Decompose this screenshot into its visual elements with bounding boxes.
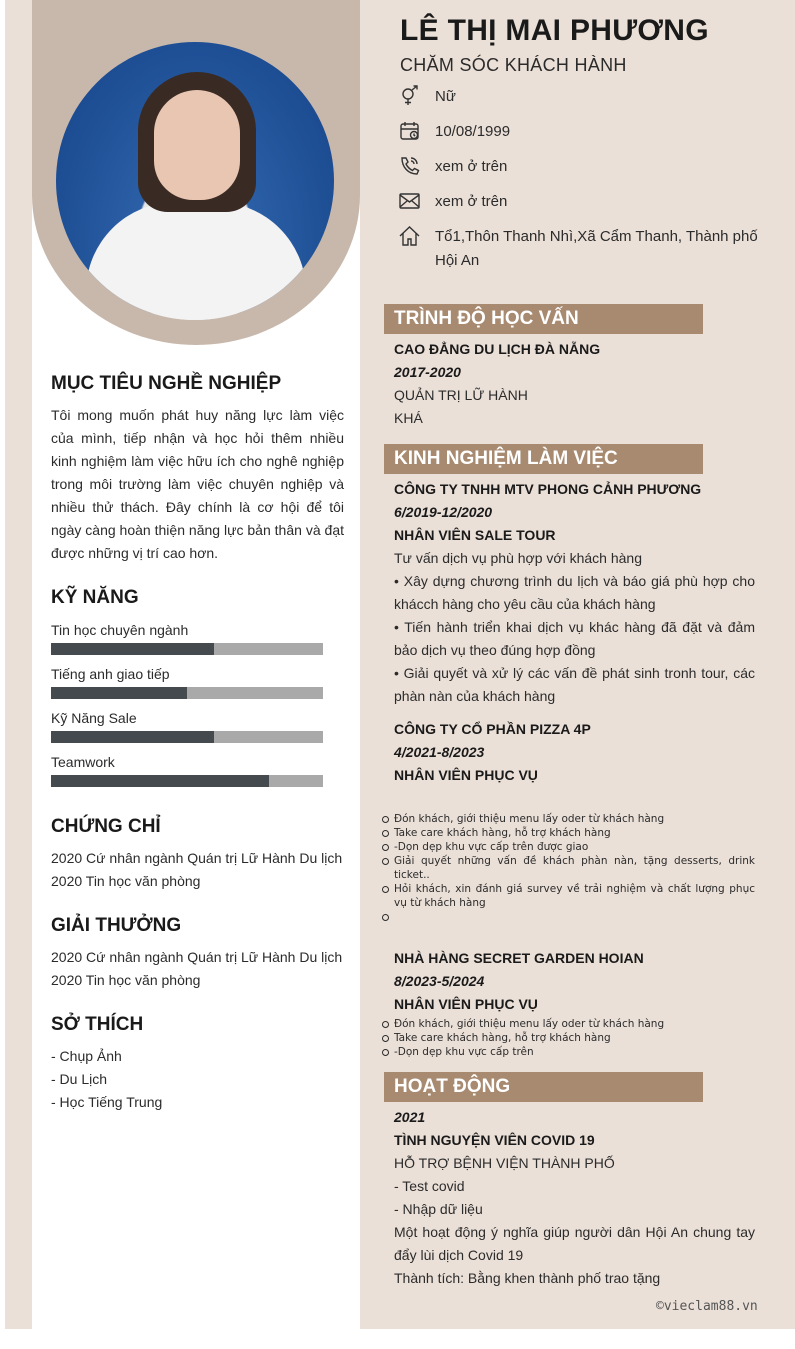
calendar-icon (398, 120, 422, 142)
experience-heading: KINH NGHIỆM LÀM VIỆC (384, 444, 703, 474)
education-grade: KHÁ (394, 410, 423, 426)
watermark: ©vieclam88.vn (656, 1299, 758, 1314)
mail-icon (398, 190, 422, 212)
job-duty-item: -Dọn dẹp khu vực cấp trên (394, 1045, 755, 1059)
job-duty-list (394, 1017, 755, 1059)
education-heading: TRÌNH ĐỘ HỌC VẤN (384, 304, 703, 334)
skill-bar (51, 643, 323, 655)
skill-label: Tiếng anh giao tiếp (51, 666, 170, 682)
job-duty: • Tiến hành triển khai dịch vụ khác hàng đã đặt và đảm bảo dịch vụ theo đúng hợp đồng (394, 619, 755, 658)
hobby-item: - Chụp Ảnh (51, 1048, 122, 1064)
hobby-item: - Du Lịch (51, 1071, 108, 1087)
job-duty-item: Đón khách, giới thiệu menu lấy oder từ khách hàng (394, 1017, 755, 1031)
job-company: CÔNG TY TNHH MTV PHONG CẢNH PHƯƠNG (394, 481, 702, 497)
job-period: 6/2019-12/2020 (394, 504, 493, 520)
objective-text: Tôi mong muốn phát huy năng lực làm việc của mình, tiếp nhận và học hỏi thêm nhiều kinh nghiệm làm việc hữu ích cho nghê nghiệp trong môi trường làm việc chuyên nghiệp và nhiều thử thách. Đây chính là cơ hội để tôi ngày càng hoàn thiện năng lực bản thân và đạt được những vị trí cao hơn. (51, 407, 344, 561)
job-duty-item: Take care khách hàng, hỗ trợ khách hàng (394, 1031, 755, 1045)
activity-task: - Test covid (394, 1178, 465, 1194)
skill-bar-fill (51, 687, 187, 699)
skill-bar (51, 687, 323, 699)
job-position: NHÂN VIÊN PHỤC VỤ (394, 996, 538, 1012)
activities-heading: HOẠT ĐỘNG (384, 1072, 703, 1102)
job-duty-item: Đón khách, giới thiệu menu lấy oder từ khách hàng (394, 812, 755, 826)
activity-year: 2021 (394, 1109, 426, 1125)
job-duty: • Giải quyết và xử lý các vấn đề phát sinh tronh tour, các phàn nàn của khách hàng (394, 665, 755, 704)
job-duty-item (394, 910, 755, 924)
awards-list (51, 946, 342, 992)
activity-task: - Nhập dữ liệu (394, 1201, 483, 1217)
skill-bar (51, 731, 323, 743)
skills-heading: KỸ NĂNG (51, 587, 139, 608)
phone-icon (398, 155, 422, 177)
certificate-item: 2020 Tin học văn phòng (51, 873, 201, 889)
job-duty: • Xây dựng chương trình du lịch và báo giá phù hợp cho khácch hàng cho yêu cầu của khách hàng (394, 573, 755, 612)
objective-heading: MỤC TIÊU NGHỀ NGHIỆP (51, 373, 282, 394)
activity-description: Một hoạt động ý nghĩa giúp người dân Hội An chung tay đẩy lùi dịch Covid 19 (394, 1224, 755, 1263)
home-icon (398, 225, 422, 247)
job-duty-list (394, 812, 755, 924)
job-company: CÔNG TY CỔ PHẦN PIZZA 4P (394, 721, 591, 737)
award-item: 2020 Cứ nhân ngành Quán trị Lữ Hành Du lịch (51, 949, 343, 965)
profile-photo-frame (32, 0, 360, 345)
activity-org: HỖ TRỢ BỆNH VIỆN THÀNH PHỐ (394, 1155, 615, 1171)
job-company: NHÀ HÀNG SECRET GARDEN HOIAN (394, 950, 644, 966)
job-position: NHÂN VIÊN PHỤC VỤ (394, 767, 538, 783)
education-major: QUẢN TRỊ LỮ HÀNH (394, 387, 528, 403)
phone-value: xem ở trên (435, 158, 508, 175)
skill-item (51, 753, 323, 787)
gender-value: Nữ (435, 88, 456, 105)
skill-bar-fill (51, 775, 269, 787)
certificates-heading: CHỨNG CHỈ (51, 816, 161, 837)
skill-label: Kỹ Năng Sale (51, 710, 137, 726)
job-duty-item: Hỏi khách, xin đánh giá survey về trải nghiệm và chất lượng phục vụ từ khách hàng (394, 883, 755, 909)
photo-face (154, 90, 240, 200)
skill-item (51, 709, 323, 743)
candidate-name: LÊ THỊ MAI PHƯƠNG (400, 14, 709, 47)
job-title: CHĂM SÓC KHÁCH HÀNH (400, 55, 627, 75)
activity-achievement: Thành tích: Bằng khen thành phố trao tặng (394, 1270, 661, 1286)
job-duty-item: -Dọn dẹp khu vực cấp trên được giao (394, 840, 755, 854)
job-position: NHÂN VIÊN SALE TOUR (394, 527, 556, 543)
skill-item (51, 665, 323, 699)
certificates-list (51, 847, 342, 893)
hobby-item: - Học Tiếng Trung (51, 1094, 163, 1110)
skill-label: Teamwork (51, 754, 115, 770)
hobbies-list (51, 1045, 162, 1114)
award-item: 2020 Tin học văn phòng (51, 972, 201, 988)
skill-bar-fill (51, 731, 214, 743)
education-school: CAO ĐẲNG DU LỊCH ĐÀ NẴNG (394, 341, 601, 357)
job-duty-item: Giải quyết những vấn đề khách phàn nàn, tặng desserts, drink ticket.. (394, 855, 755, 881)
certificate-item: 2020 Cứ nhân ngành Quán trị Lữ Hành Du lịch (51, 850, 343, 866)
job-duty: Tư vấn dịch vụ phù hợp với khách hàng (394, 550, 642, 566)
skill-bar-fill (51, 643, 214, 655)
job-duty-item: Take care khách hàng, hỗ trợ khách hàng (394, 826, 755, 840)
skill-label: Tin học chuyên ngành (51, 622, 189, 638)
job-period: 4/2021-8/2023 (394, 744, 485, 760)
skill-item (51, 621, 323, 655)
activity-role: TÌNH NGUYỆN VIÊN COVID 19 (394, 1132, 595, 1148)
awards-heading: GIẢI THƯỞNG (51, 915, 182, 936)
email-value: xem ở trên (435, 193, 508, 210)
profile-photo (56, 42, 334, 320)
birthdate-value: 10/08/1999 (435, 123, 511, 140)
skill-bar (51, 775, 323, 787)
photo-shirt (86, 202, 306, 320)
job-period: 8/2023-5/2024 (394, 973, 485, 989)
gender-icon (398, 85, 422, 107)
hobbies-heading: SỞ THÍCH (51, 1014, 144, 1035)
education-period: 2017-2020 (394, 364, 461, 380)
address-value: Tổ1,Thôn Thanh Nhì,Xã Cẩm Thanh, Thành phố Hội An (435, 228, 758, 269)
